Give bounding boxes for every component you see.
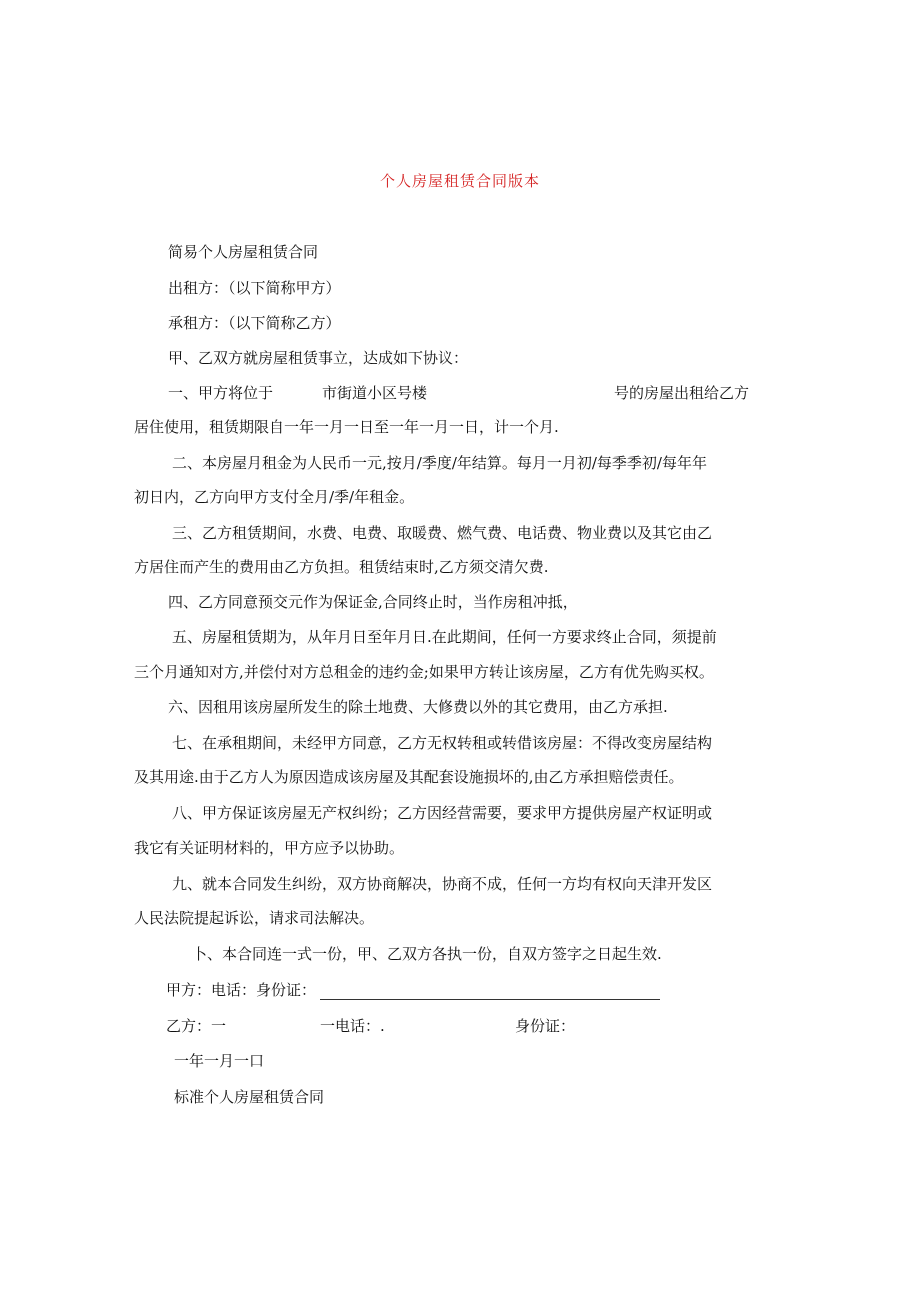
signing-date: 一年一月一口 bbox=[174, 1052, 265, 1070]
intro-line: 甲、乙双方就房屋租赁事立，达成如下协议： bbox=[168, 349, 469, 367]
clause-7-line-1: 七、在承租期间，未经甲方同意，乙方无权转租或转借该房屋：不得改变房屋结构 bbox=[172, 734, 713, 752]
clause-5-line-2: 三个月通知对方,并偿付对方总租金的违约金;如果甲方转让该房屋，乙方有优先购买权。 bbox=[134, 663, 714, 681]
clause-9-line-1: 九、就本合同发生纠纷，双方协商解决，协商不成，任何一方均有权向天津开发区 bbox=[172, 875, 713, 893]
lessor-line: 出租方：（以下简称甲方） bbox=[168, 279, 341, 297]
clause-4: 四、乙方同意预交元作为保证金,合同终止时，当作房租冲抵， bbox=[168, 593, 578, 611]
document-title: 个人房屋租赁合同版本 bbox=[379, 172, 540, 190]
clause-3-line-2: 方居住而产生的费用由乙方负担。租赁结束时,乙方须交清欠费. bbox=[134, 558, 549, 576]
contract-heading: 简易个人房屋租赁合同 bbox=[168, 243, 319, 261]
party-b-part-a: 乙方：一 bbox=[166, 1017, 227, 1035]
signature-line bbox=[320, 983, 660, 1000]
clause-2-line-2: 初日内，乙方向甲方支付全月/季/年租金。 bbox=[134, 488, 415, 506]
clause-1-part-b: 市街道小区号楼 bbox=[322, 384, 428, 402]
clause-2-line-1: 二、本房屋月租金为人民币一元,按月/季度/年结算。每月一月初/每季季初/每年年 bbox=[172, 454, 707, 472]
clause-9-line-2: 人民法院提起诉讼，请求司法解决。 bbox=[134, 909, 375, 927]
clause-10: 卜、本合同连一式一份，甲、乙双方各执一份，自双方签字之日起生效. bbox=[192, 945, 662, 963]
clause-1-part-a: 一、甲方将位于 bbox=[168, 384, 274, 402]
lessee-line: 承租方：（以下简称乙方） bbox=[168, 314, 341, 332]
next-contract-heading: 标准个人房屋租赁合同 bbox=[174, 1088, 325, 1106]
clause-5-line-1: 五、房屋租赁期为，从年月日至年月日.在此期间，任何一方要求终止合同，须提前 bbox=[172, 628, 717, 646]
party-a-signature bbox=[166, 978, 660, 1002]
party-b-part-b: 一电话：. bbox=[320, 1017, 385, 1035]
clause-1-part-c: 号的房屋出租给乙方 bbox=[614, 384, 750, 402]
party-b-part-c: 身份证： bbox=[515, 1017, 576, 1035]
clause-3-line-1: 三、乙方租赁期间，水费、电费、取暖费、燃气费、电话费、物业费以及其它由乙 bbox=[172, 524, 713, 542]
clause-1-part-d: 居住使用，租赁期限自一年一月一日至一年一月一日，计一个月. bbox=[134, 418, 559, 436]
clause-6: 六、因租用该房屋所发生的除土地费、大修费以外的其它费用，由乙方承担. bbox=[168, 698, 668, 716]
clause-8-line-2: 我它有关证明材料的，甲方应予以协助。 bbox=[134, 839, 405, 857]
clause-7-line-2: 及其用途.由于乙方人为原因造成该房屋及其配套设施损坏的,由乙方承担赔偿责任。 bbox=[134, 768, 684, 786]
clause-8-line-1: 八、甲方保证该房屋无产权纠纷；乙方因经营需要，要求甲方提供房屋产权证明或 bbox=[172, 804, 713, 822]
party-a-label: 甲方：电话：身份证： bbox=[166, 981, 317, 999]
